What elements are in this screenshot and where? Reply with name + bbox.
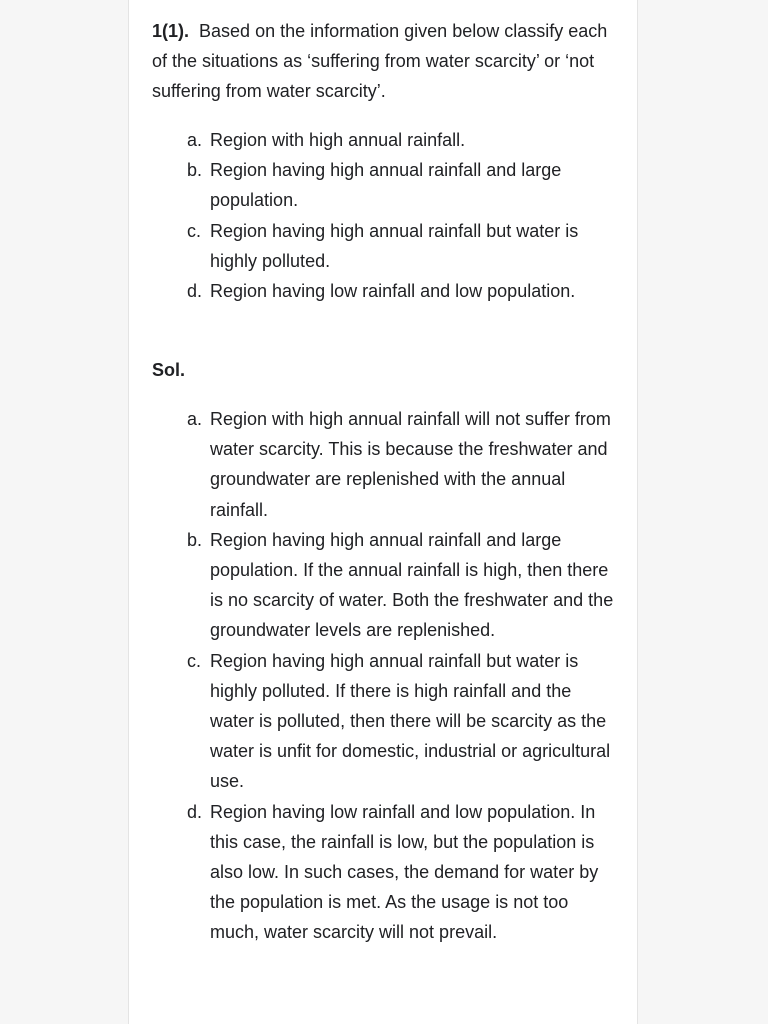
answer-item <box>187 797 619 948</box>
option-marker: d. <box>187 281 203 302</box>
option-marker: b. <box>187 160 203 181</box>
option-text: Region having low rainfall and low population. <box>210 281 576 302</box>
option-text: Region having high annual rainfall and large population. <box>210 160 562 211</box>
question-text: Based on the information given below classify each of the situations as ‘suffering from water scarcity’ or ‘not suffering from water scarcity’. <box>152 21 608 102</box>
question <box>152 16 622 107</box>
answer-item <box>187 404 619 525</box>
answer-item <box>187 525 619 646</box>
answer-marker: c. <box>187 650 202 671</box>
option-marker: c. <box>187 220 202 241</box>
content-card <box>128 0 638 1024</box>
solution-label: Sol. <box>152 360 186 380</box>
option-item <box>187 216 619 276</box>
answer-text: Region having low rainfall and low population. In this case, the rainfall is low, but the population is also low. In such cases, the demand for water by the population is met. As the usage is not too much, water scarcity will not prevail. <box>210 801 599 943</box>
option-text: Region with high annual rainfall. <box>210 130 466 150</box>
option-item <box>187 276 619 306</box>
answer-text: Region having high annual rainfall and large population. If the annual rainfall is high, then there is no scarcity of water. Both the freshwater and the groundwater levels are replenished. <box>210 529 614 641</box>
answer-marker: d. <box>187 801 203 822</box>
answer-text: Region with high annual rainfall will not suffer from water scarcity. This is because the freshwater and groundwater are replenished with the annual rainfall. <box>210 409 611 520</box>
options-list <box>187 125 619 306</box>
option-item <box>187 155 619 215</box>
question-number: 1(1). <box>152 21 190 41</box>
option-text: Region having high annual rainfall but water is highly polluted. <box>210 220 579 271</box>
answer-item <box>187 646 619 797</box>
answer-marker: a. <box>187 409 203 429</box>
answer-marker: b. <box>187 529 203 550</box>
option-marker: a. <box>187 130 203 150</box>
answer-text: Region having high annual rainfall but water is highly polluted. If there is high rainfall and the water is polluted, then there will be scarcity as the water is unfit for domestic, industrial or agricultural use. <box>210 650 611 792</box>
option-item <box>187 125 619 155</box>
answers-list <box>187 404 619 948</box>
